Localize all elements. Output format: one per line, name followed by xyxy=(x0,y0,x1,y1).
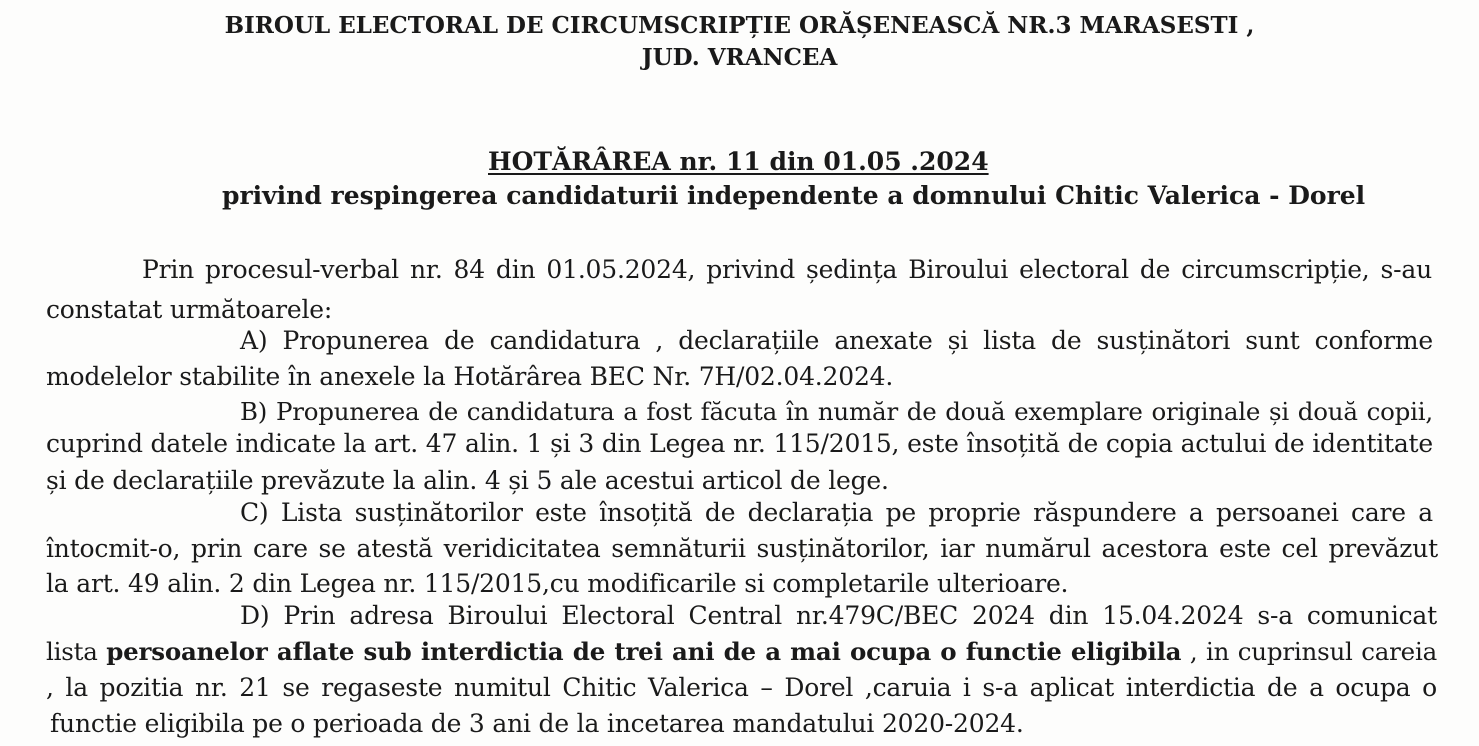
interdiction-phrase: persoanelor aflate sub interdictia de trei ani de a mai ocupa o functie eligibila xyxy=(106,637,1182,666)
paragraph-c-line-2: întocmit-o, prin care se atestă veridicitatea semnăturii susținătorilor, iar numărul acestora este cel prevăzut xyxy=(46,534,1438,563)
intro-line-1: Prin procesul-verbal nr. 84 din 01.05.2024, privind ședința Biroului electoral de circumscripție, s-au xyxy=(142,255,1432,284)
paragraph-d-line-2-start: lista xyxy=(46,637,107,666)
intro-line-2: constatat următoarele: xyxy=(46,295,333,324)
paragraph-d-line-2 xyxy=(46,636,1437,668)
paragraph-d-line-2-end: , in cuprinsul careia xyxy=(1181,637,1437,666)
paragraph-a-line-1: A) Propunerea de candidatura , declarațiile anexate și lista de susținători sunt conforme xyxy=(240,326,1433,355)
paragraph-c-line-3: la art. 49 alin. 2 din Legea nr. 115/2015,cu modificarile si completarile ulterioare. xyxy=(46,569,1069,598)
paragraph-a-line-2: modelelor stabilite în anexele la Hotărârea BEC Nr. 7H/02.04.2024. xyxy=(46,362,894,391)
header-line-1: BIROUL ELECTORAL DE CIRCUMSCRIPȚIE ORĂȘENEASCĂ NR.3 MARASESTI , xyxy=(224,12,1255,39)
paragraph-b-line-2: cuprind datele indicate la art. 47 alin. 1 și 3 din Legea nr. 115/2015, este însoțită de copia actului de identitate xyxy=(46,429,1433,458)
paragraph-d-line-1: D) Prin adresa Biroului Electoral Central nr.479C/BEC 2024 din 15.04.2024 s-a comunicat xyxy=(240,601,1437,630)
paragraph-b-line-3: și de declarațiile prevăzute la alin. 4 și 5 ale acestui articol de lege. xyxy=(46,466,889,495)
decision-subtitle: privind respingerea candidaturii independente a domnului Chitic Valerica - Dorel xyxy=(222,181,1366,210)
paragraph-d-line-4: functie eligibila pe o perioada de 3 ani de la incetarea mandatului 2020-2024. xyxy=(50,709,1024,738)
header-line-2: JUD. VRANCEA xyxy=(641,44,838,71)
paragraph-b-line-1: B) Propunerea de candidatura a fost făcuta în număr de două exemplare originale și două copii, xyxy=(240,397,1433,426)
decision-title: HOTĂRÂREA nr. 11 din 01.05 .2024 xyxy=(488,147,989,176)
paragraph-d-line-3: , la pozitia nr. 21 se regaseste numitul Chitic Valerica – Dorel ,caruia i s-a aplicat interdictia de a ocupa o xyxy=(46,673,1437,702)
paragraph-c-line-1: C) Lista susținătorilor este însoțită de declarația pe proprie răspundere a persoanei care a xyxy=(240,498,1433,527)
